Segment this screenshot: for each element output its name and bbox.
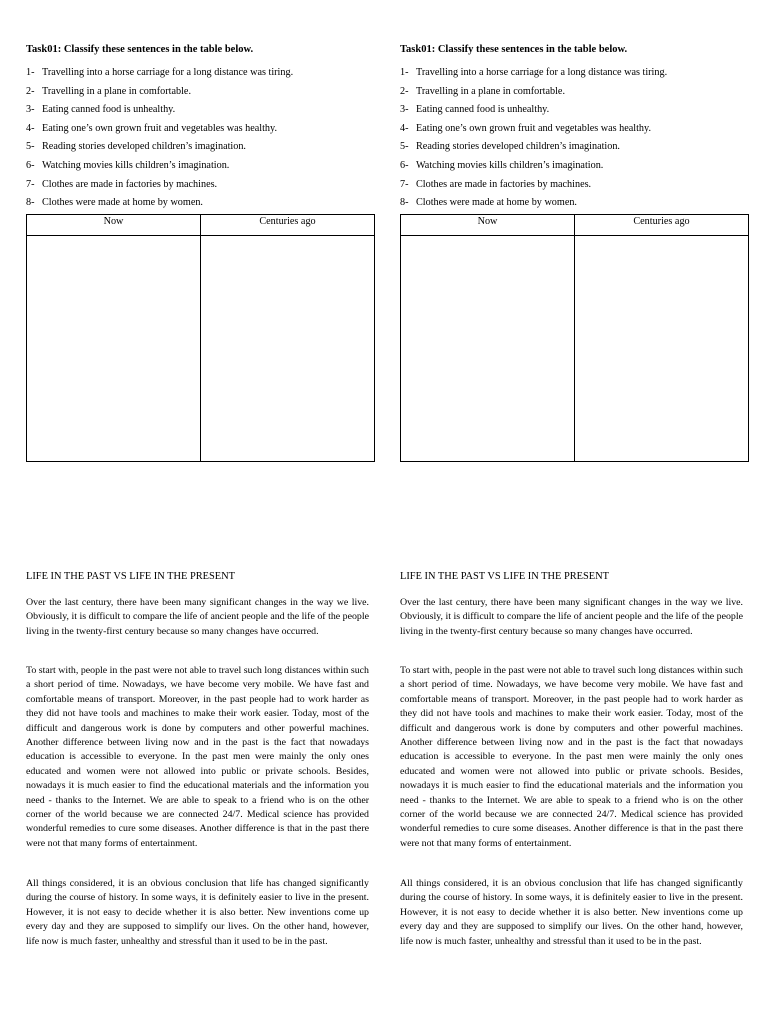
sentence-number: 2-	[400, 85, 409, 97]
column-header-centuries-ago: Centuries ago	[575, 215, 749, 236]
column-header-now: Now	[401, 215, 575, 236]
reading-paragraph: To start with, people in the past were not able to travel such long distances within such a short period of time. Nowadays, we have become very mobile. We have fast and comfortable means of transport. Moreover, in the past people had to work harder as they did not have tools and machines to make their work easier. Today, most of the difficult and dangerous work is done by computers and other powerful machines. Another difference between living now and in the past is the fact that nowadays education is accessible to everyone. In the past men were mainly the only ones educated and women were not allowed into public or private schools. Besides, nowadays it is much easier to find the educational materials and the information you need - thanks to the Internet. We are able to speak to a friend who is on the other corner of the world because we are connected 24/7. Medical science has provided wonderful remedies to cure some diseases. Another difference is that in the past there were not that many forms of entertainment.	[26, 665, 369, 849]
reading-paragraph: All things considered, it is an obvious conclusion that life has changed significantly during the course of history. In some ways, it is definitely easier to live in the present. However, it is not easy to decide whether it is also better. New inventions come up every day and they are supposed to simplify our lives. On the other hand, however, life now is much faster, unhealthy and stressful than it used to be in the past.	[400, 878, 743, 947]
sentence-item	[26, 157, 293, 176]
answer-cell-now[interactable]	[401, 236, 575, 462]
sentence-text: Reading stories developed children’s imagination.	[416, 141, 620, 153]
sentence-item	[400, 64, 667, 83]
classification-table	[26, 214, 375, 462]
sentence-text: Travelling into a horse carriage for a long distance was tiring.	[416, 67, 668, 78]
sentence-list	[400, 64, 667, 213]
sentence-number: 3-	[26, 104, 35, 116]
reading-paragraph: Over the last century, there have been many significant changes in the way we live. Obviously, it is difficult to compare the life of ancient people and the life of the people living in the twenty-first century because so many changes have occurred.	[400, 597, 743, 637]
sentence-number: 4-	[26, 122, 35, 134]
sentence-text: Eating canned food is unhealthy.	[416, 104, 550, 116]
column-header-now: Now	[27, 215, 201, 236]
task-title: Task01: Classify these sentences in the table below.	[400, 44, 628, 55]
reading-paragraph: Over the last century, there have been many significant changes in the way we live. Obviously, it is difficult to compare the life of ancient people and the life of the people living in the twenty-first century because so many changes have occurred.	[26, 597, 369, 637]
sentence-number: 8-	[26, 197, 35, 209]
classification-table	[400, 214, 749, 462]
sentence-text: Eating one’s own grown fruit and vegetables was healthy.	[42, 122, 278, 134]
sentence-number: 1-	[400, 67, 409, 78]
sentence-number: 8-	[400, 197, 409, 209]
column-header-centuries-ago: Centuries ago	[201, 215, 375, 236]
sentence-text: Clothes were made at home by women.	[416, 197, 577, 209]
sentence-text: Reading stories developed children’s imagination.	[42, 141, 246, 153]
reading-title: LIFE IN THE PAST VS LIFE IN THE PRESENT	[400, 571, 609, 582]
answer-cell-centuries-ago[interactable]	[575, 236, 749, 462]
sentence-text: Clothes were made at home by women.	[42, 197, 203, 209]
sentence-number: 5-	[400, 141, 409, 153]
sentence-text: Clothes are made in factories by machines.	[416, 178, 592, 190]
sentence-text: Travelling in a plane in comfortable.	[416, 85, 566, 97]
sentence-item	[26, 194, 293, 213]
sentence-number: 2-	[26, 85, 35, 97]
sentence-number: 1-	[26, 67, 35, 78]
sentence-number: 4-	[400, 122, 409, 134]
sentence-item	[400, 101, 667, 120]
sentence-item	[26, 83, 293, 102]
sentence-text: Clothes are made in factories by machines.	[42, 178, 218, 190]
sentence-item	[400, 138, 667, 157]
answer-cell-now[interactable]	[27, 236, 201, 462]
reading-paragraph: To start with, people in the past were not able to travel such long distances within such a short period of time. Nowadays, we have become very mobile. We have fast and comfortable means of transport. Moreover, in the past people had to work harder as they did not have tools and machines to make their work easier. Today, most of the difficult and dangerous work is done by computers and other powerful machines. Another difference between living now and in the past is the fact that nowadays education is accessible to everyone. In the past men were mainly the only ones educated and women were not allowed into public or private schools. Besides, nowadays it is much easier to find the educational materials and the information you need - thanks to the Internet. We are able to speak to a friend who is on the other corner of the world because we are connected 24/7. Medical science has provided wonderful remedies to cure some diseases. Another difference is that in the past there were not that many forms of entertainment.	[400, 665, 743, 849]
reading-title: LIFE IN THE PAST VS LIFE IN THE PRESENT	[26, 571, 235, 582]
sentence-item	[400, 157, 667, 176]
sentence-text: Watching movies kills children’s imagination.	[42, 159, 230, 171]
sentence-text: Eating canned food is unhealthy.	[42, 104, 176, 116]
sentence-text: Travelling into a horse carriage for a long distance was tiring.	[42, 67, 294, 78]
sentence-item	[400, 176, 667, 195]
sentence-item	[400, 83, 667, 102]
sentence-number: 7-	[26, 178, 35, 190]
sentence-text: Watching movies kills children’s imagination.	[416, 159, 604, 171]
sentence-item	[26, 176, 293, 195]
sentence-number: 3-	[400, 104, 409, 116]
sentence-item	[400, 194, 667, 213]
sentence-text: Eating one’s own grown fruit and vegetables was healthy.	[416, 122, 652, 134]
sentence-number: 6-	[400, 159, 409, 171]
sentence-number: 7-	[400, 178, 409, 190]
sentence-text: Travelling in a plane in comfortable.	[42, 85, 192, 97]
sentence-item	[400, 120, 667, 139]
sentence-item	[26, 64, 293, 83]
sentence-list	[26, 64, 293, 213]
sentence-item	[26, 138, 293, 157]
sentence-item	[26, 101, 293, 120]
answer-cell-centuries-ago[interactable]	[201, 236, 375, 462]
sentence-number: 6-	[26, 159, 35, 171]
sentence-item	[26, 120, 293, 139]
reading-paragraph: All things considered, it is an obvious conclusion that life has changed significantly during the course of history. In some ways, it is definitely easier to live in the present. However, it is not easy to decide whether it is also better. New inventions come up every day and they are supposed to simplify our lives. On the other hand, however, life now is much faster, unhealthy and stressful than it used to be in the past.	[26, 878, 369, 947]
task-title: Task01: Classify these sentences in the table below.	[26, 44, 254, 55]
sentence-number: 5-	[26, 141, 35, 153]
